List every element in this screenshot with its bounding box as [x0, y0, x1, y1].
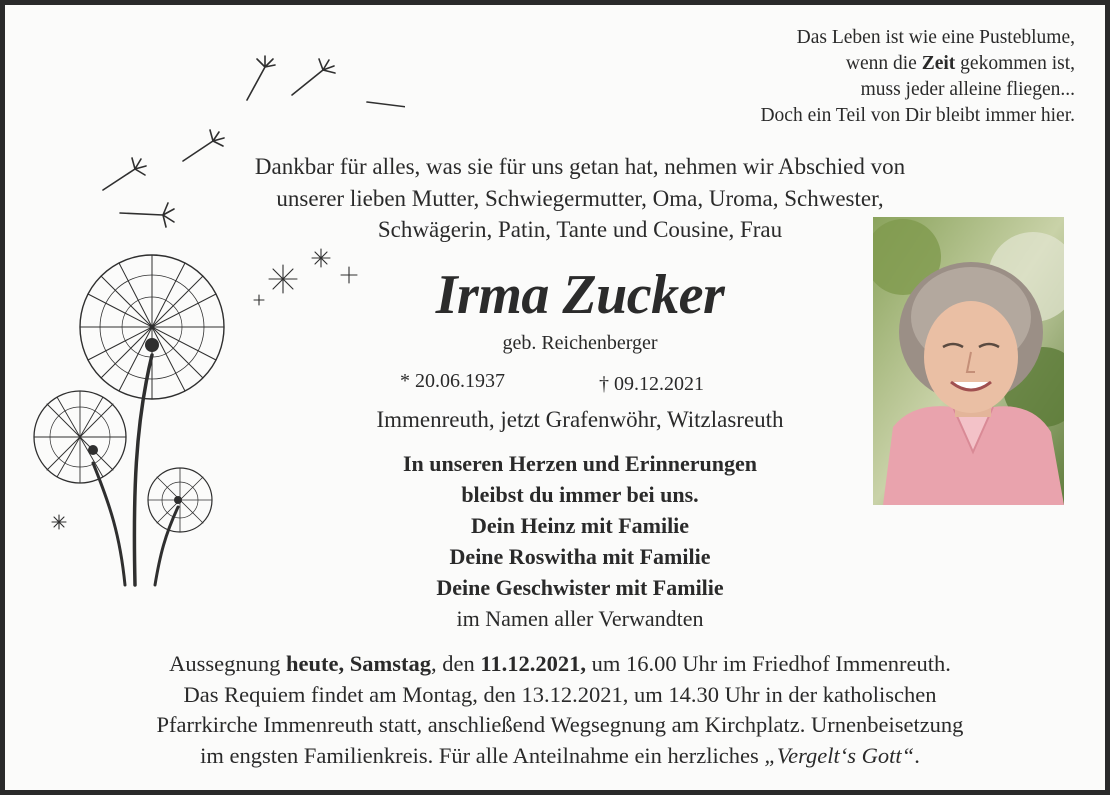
deceased-name: Irma Zucker: [435, 264, 725, 326]
family-line: In unseren Herzen und Erinnerungen: [402, 451, 758, 476]
poem-bold-word: Zeit: [921, 53, 956, 74]
poem-text: gekommen ist,: [955, 53, 1075, 74]
service-line: Pfarrkirche Immenreuth statt, anschließend Wegsegnung am Kirchplatz. Urnenbeisetzung: [156, 712, 964, 737]
family-line: bleibst du immer bei uns.: [461, 482, 699, 507]
service-date: 11.12.2021,: [480, 651, 586, 676]
poem-line: Das Leben ist wie eine Pusteblume,: [796, 27, 1075, 48]
service-quote: „Vergelt‘s Gott“: [764, 742, 915, 768]
service-line: [35, 649, 1085, 680]
service-line: Das Requiem findet am Montag, den 13.12.2021, um 14.30 Uhr in der katholischen: [183, 681, 937, 707]
intro-line: Dankbar für alles, was sie für uns getan hat, nehmen wir Abschied von: [254, 154, 906, 179]
service-text: , den: [430, 651, 481, 676]
family-line: Deine Geschwister mit Familie: [436, 575, 724, 600]
poem-text: wenn die: [845, 53, 922, 74]
intro-line: unserer lieben Mutter, Schwiegermutter, Oma, Uroma, Schwester,: [276, 185, 884, 211]
portrait-image: [873, 217, 1064, 505]
service-text: im engsten Familienkreis. Für alle Anteilnahme ein herzliches: [200, 742, 765, 768]
service-text: .: [914, 742, 920, 768]
death-date: † 09.12.2021: [599, 373, 704, 395]
family-line: Dein Heinz mit Familie: [470, 513, 690, 538]
birth-date: * 20.06.1937: [400, 370, 505, 392]
service-info: [35, 649, 1085, 771]
poem-line: muss jeder alleine fliegen...: [860, 79, 1075, 100]
family-line: im Namen aller Verwandten: [456, 606, 704, 631]
portrait-photo: [873, 217, 1064, 505]
intro-text: [165, 151, 995, 246]
places: Immenreuth, jetzt Grafenwöhr, Witzlasreuth: [376, 407, 784, 432]
poem-line: [760, 51, 1075, 77]
family-line: Deine Roswitha mit Familie: [449, 544, 711, 569]
family-block: [305, 448, 855, 634]
poem-line: Doch ein Teil von Dir bleibt immer hier.: [760, 105, 1075, 126]
intro-line: Schwägerin, Patin, Tante und Cousine, Frau: [377, 217, 783, 242]
poem: [760, 25, 1075, 129]
service-day: heute, Samstag: [285, 651, 431, 676]
maiden-name: geb. Reichenberger: [502, 332, 658, 354]
service-text: Aussegnung: [169, 651, 286, 676]
service-line: [35, 741, 1085, 772]
service-text: um 16.00 Uhr im Friedhof Immenreuth.: [585, 651, 951, 676]
